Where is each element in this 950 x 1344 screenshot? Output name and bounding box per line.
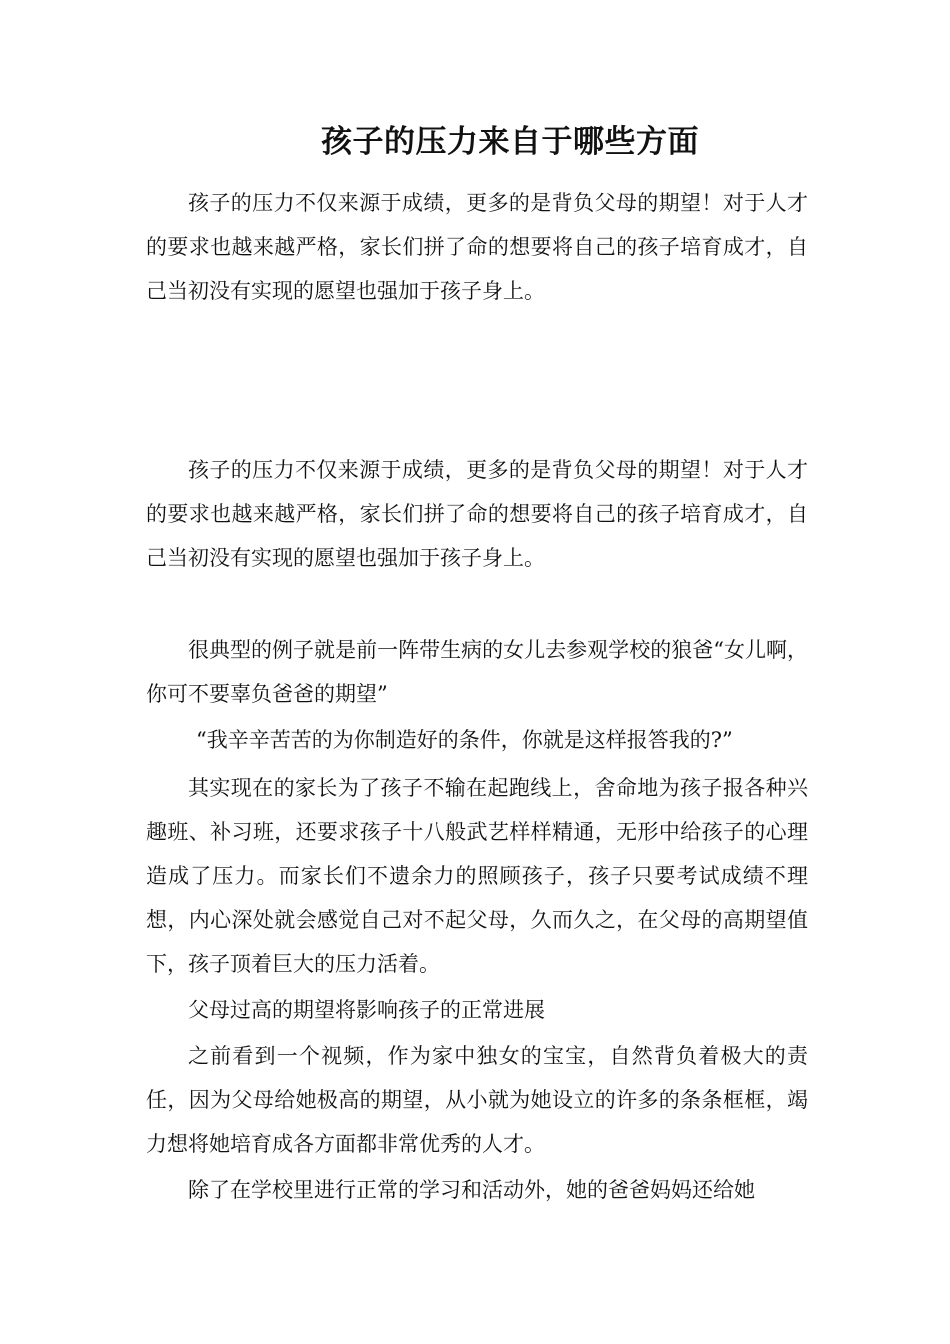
paragraph-3: 很典型的例子就是前一阵带生病的女儿去参观学校的狼爸“女儿啊，你可不要辜负爸爸的期望” bbox=[146, 638, 808, 706]
document-title: 孩子的压力来自于哪些方面 bbox=[321, 124, 699, 160]
paragraph-4-quote: “我辛辛苦苦的为你制造好的条件，你就是这样报答我的?” bbox=[196, 728, 733, 752]
paragraph-5: 其实现在的家长为了孩子不输在起跑线上，舍命地为孩子报各种兴趣班、补习班，还要求孩子十八般武艺样样精通，无形中给孩子的心理造成了压力。而家长们不遗余力的照顾孩子，孩子只要考试成绩不理想，内心深处就会感觉自己对不起父母，久而久之，在父母的高期望值下，孩子顶着巨大的压力活着。 bbox=[146, 776, 808, 976]
paragraph-2: 孩子的压力不仅来源于成绩，更多的是背负父母的期望！对于人才的要求也越来越严格，家长们拼了命的想要将自己的孩子培育成才，自己当初没有实现的愿望也强加于孩子身上。 bbox=[146, 458, 808, 570]
section-heading: 父母过高的期望将影响孩子的正常进展 bbox=[188, 998, 545, 1022]
paragraph-7: 除了在学校里进行正常的学习和活动外，她的爸爸妈妈还给她 bbox=[188, 1178, 755, 1202]
paragraph-1: 孩子的压力不仅来源于成绩，更多的是背负父母的期望！对于人才的要求也越来越严格，家长们拼了命的想要将自己的孩子培育成才，自己当初没有实现的愿望也强加于孩子身上。 bbox=[146, 191, 808, 303]
paragraph-6: 之前看到一个视频，作为家中独女的宝宝，自然背负着极大的责任，因为父母给她极高的期望，从小就为她设立的许多的条条框框，竭力想将她培育成各方面都非常优秀的人才。 bbox=[146, 1044, 808, 1156]
